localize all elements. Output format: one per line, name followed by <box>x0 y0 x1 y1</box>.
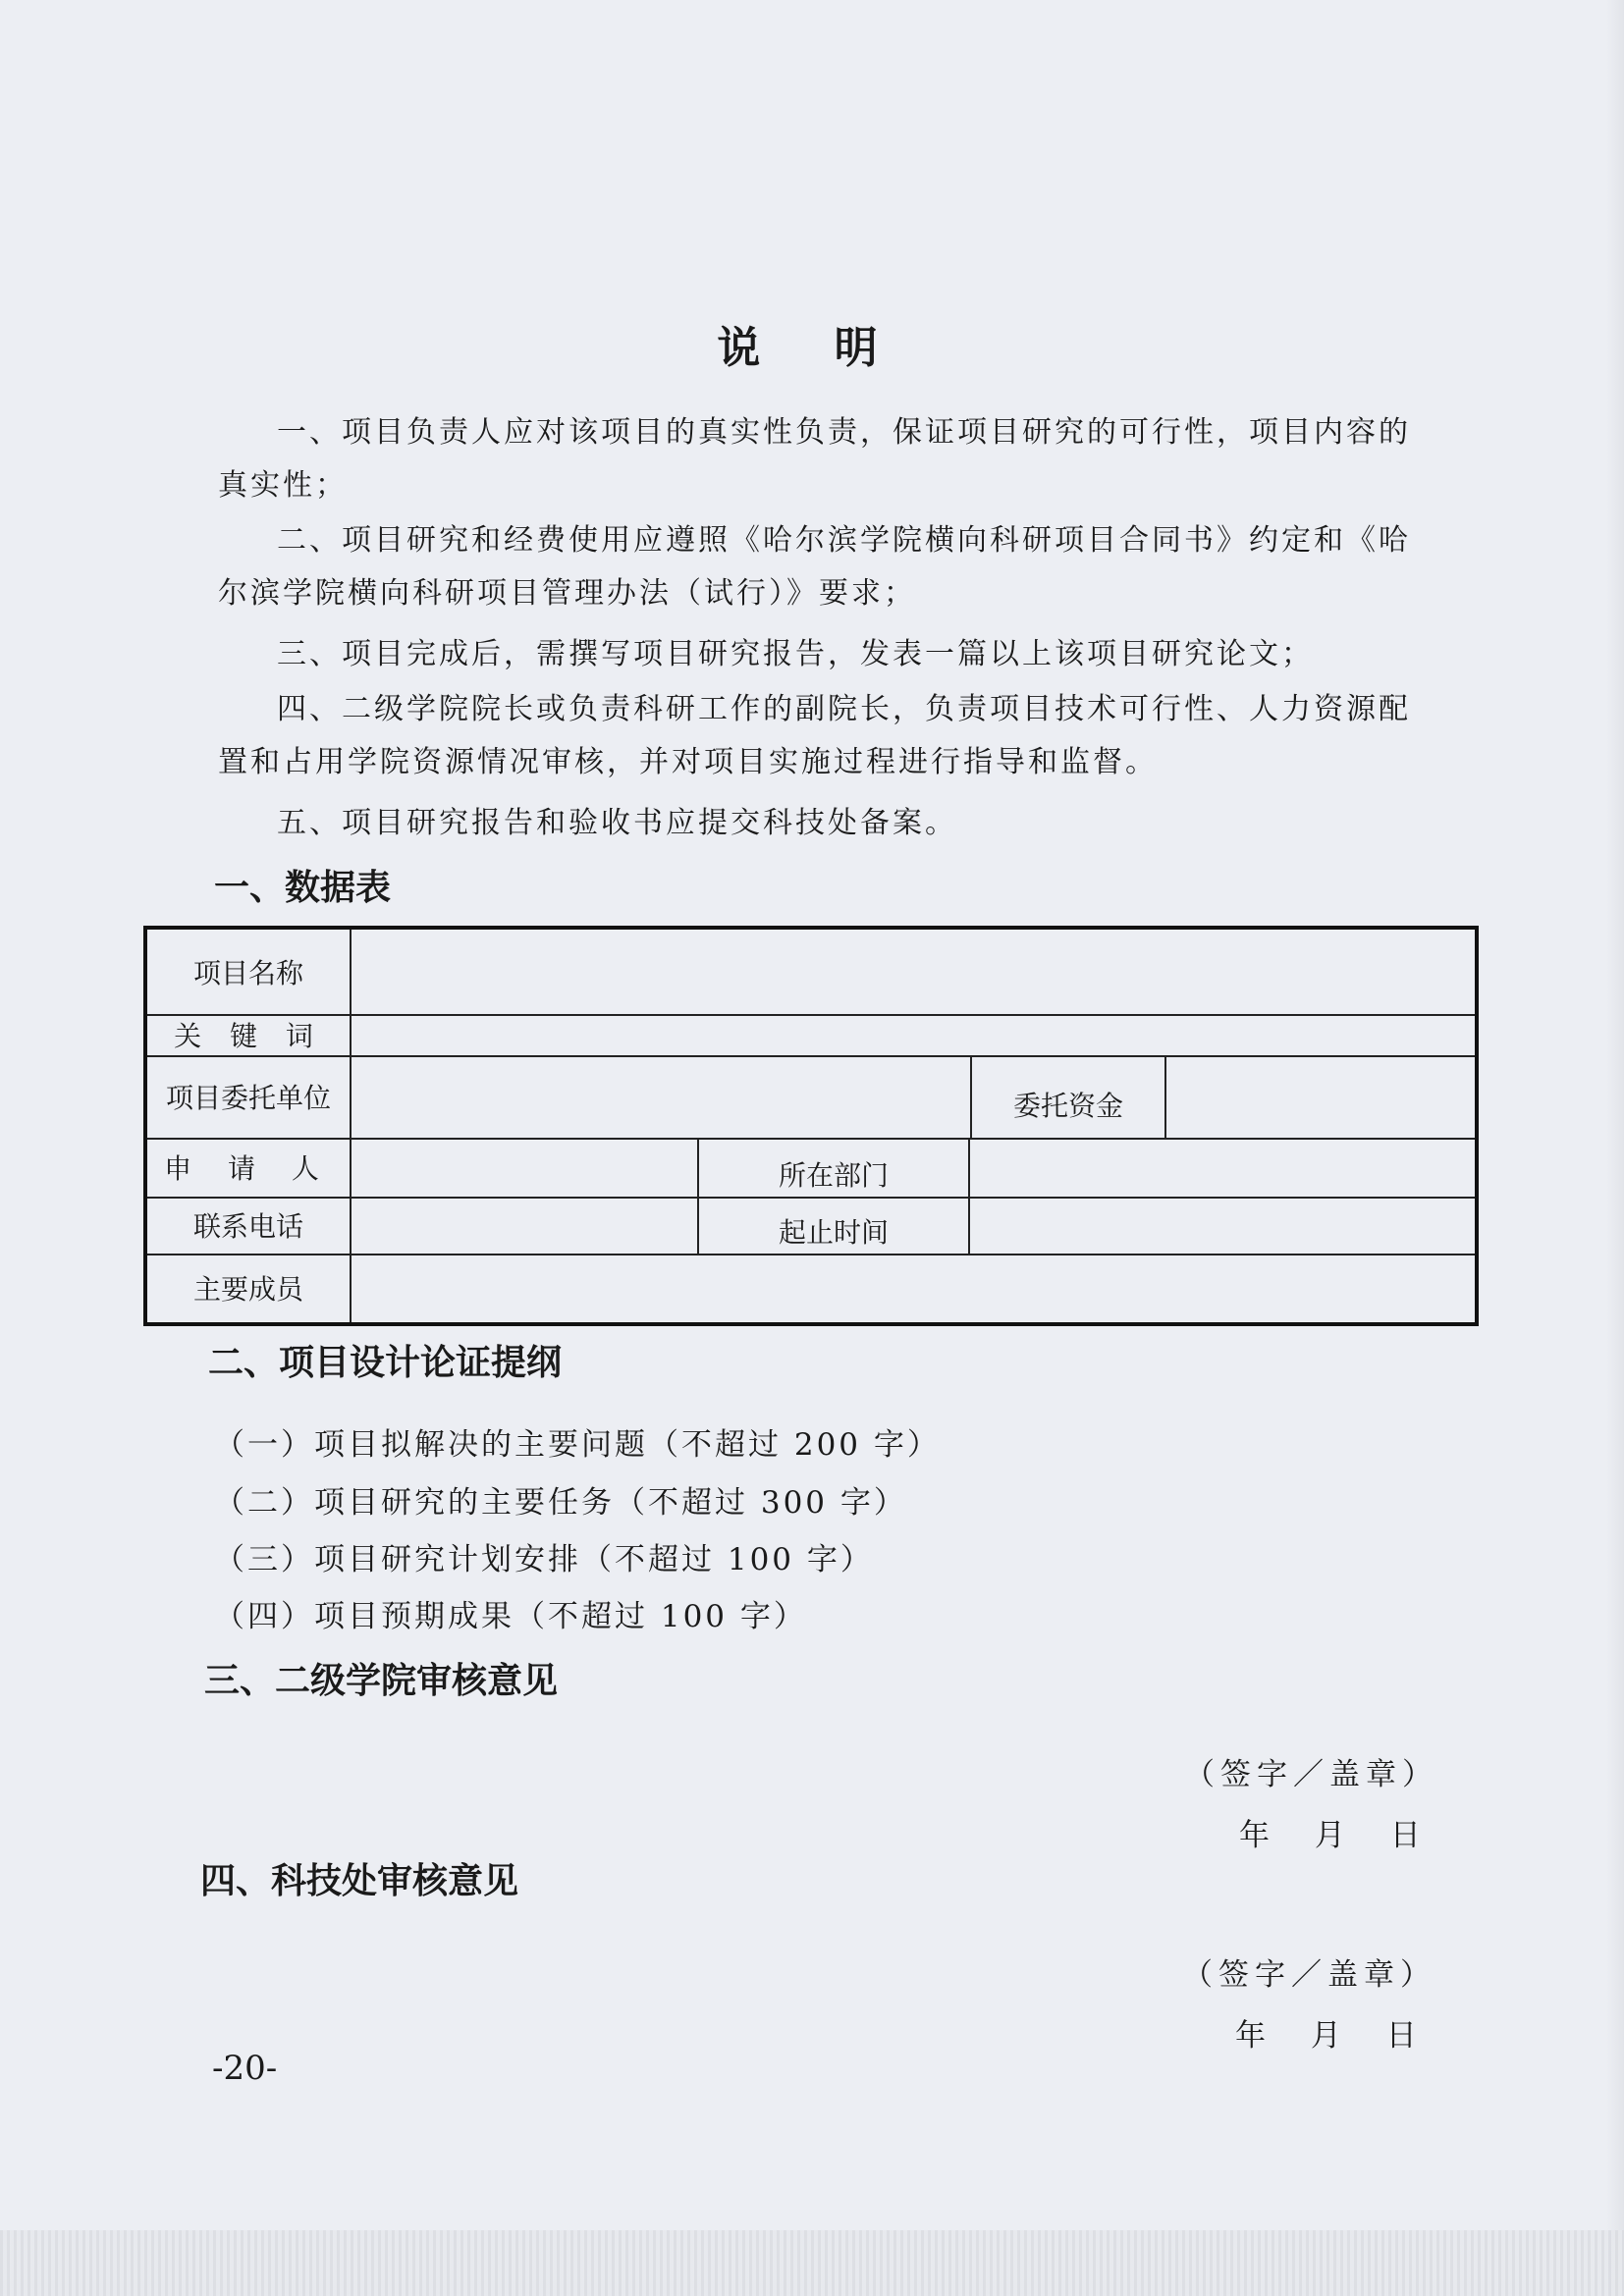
outline-item-1: （一）项目拟解决的主要问题（不超过 200 字） <box>214 1427 941 1463</box>
applicant-field[interactable] <box>352 1138 697 1197</box>
department-field[interactable] <box>970 1138 1475 1197</box>
outline-item-3: （三）项目研究计划安排（不超过 100 字） <box>214 1542 874 1577</box>
tech-office-sign-label: （签字／盖章） <box>1182 1957 1436 1993</box>
funding-field[interactable] <box>1166 1055 1475 1138</box>
label-members: 主要成员 <box>192 1273 303 1306</box>
client-unit-field[interactable] <box>352 1055 970 1138</box>
outline-item-2: （二）项目研究的主要任务（不超过 300 字） <box>214 1485 907 1521</box>
section-outline-heading: 二、项目设计论证提纲 <box>208 1343 563 1383</box>
data-table <box>143 926 1479 1326</box>
section-data-table-heading: 一、数据表 <box>214 868 392 908</box>
note-1: 一、项目负责人应对该项目的真实性负责，保证项目研究的可行性，项目内容的真实性； <box>218 415 1411 503</box>
label-keywords: 关 键 词 <box>174 1020 323 1052</box>
outline-item-4: （四）项目预期成果（不超过 100 字） <box>214 1599 807 1634</box>
label-funding: 委托资金 <box>1012 1090 1123 1122</box>
label-project-name: 项目名称 <box>192 957 303 989</box>
project-name-field[interactable] <box>352 930 1475 1014</box>
keywords-field[interactable] <box>352 1014 1475 1055</box>
label-client-unit: 项目委托单位 <box>165 1082 331 1114</box>
label-department: 所在部门 <box>778 1159 889 1192</box>
members-field[interactable] <box>352 1254 1475 1322</box>
label-phone: 联系电话 <box>192 1210 303 1243</box>
college-sign-label: （签字／盖章） <box>1184 1757 1438 1792</box>
section-tech-office-review-heading: 四、科技处审核意见 <box>200 1861 519 1901</box>
section-college-review-heading: 三、二级学院审核意见 <box>204 1661 559 1701</box>
label-period: 起止时间 <box>778 1216 889 1249</box>
scan-strip <box>0 2230 1624 2296</box>
note-3: 三、项目完成后，需撰写项目研究报告，发表一篇以上该项目研究论文； <box>277 637 1314 671</box>
period-field[interactable] <box>970 1197 1475 1254</box>
page-number: -20- <box>212 2049 278 2088</box>
college-date-label: 年 月 日 <box>1239 1818 1438 1853</box>
note-2: 二、项目研究和经费使用应遵照《哈尔滨学院横向科研项目合同书》约定和《哈尔滨学院横向科研项目管理办法（试行）》要求； <box>218 523 1411 611</box>
note-4: 四、二级学院院长或负责科研工作的副院长，负责项目技术可行性、人力资源配置和占用学院资源情况审核，并对项目实施过程进行指导和监督。 <box>218 692 1411 779</box>
tech-office-date-label: 年 月 日 <box>1235 2018 1435 2054</box>
page-title: 说 明 <box>717 323 907 373</box>
note-5: 五、项目研究报告和验收书应提交科技处备案。 <box>277 806 957 840</box>
phone-field[interactable] <box>352 1197 697 1254</box>
label-applicant: 申 请 人 <box>164 1152 333 1185</box>
